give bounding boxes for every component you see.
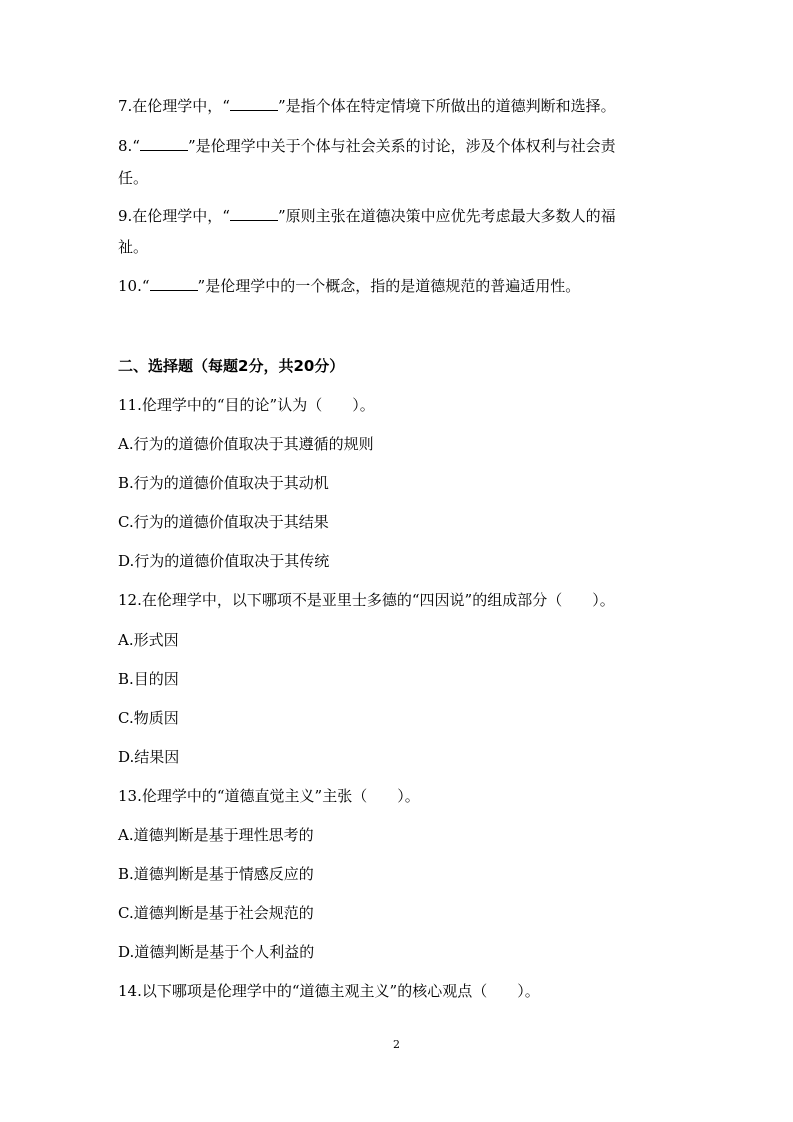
question-8-continuation: 任。 xyxy=(118,169,149,187)
question-8 xyxy=(118,136,616,156)
question-9 xyxy=(118,206,616,226)
question-7-suffix: ”是指个体在特定情境下所做出的道德判断和选择。 xyxy=(277,97,616,115)
question-10-prefix: 10.“ xyxy=(118,277,150,295)
option-d: D.结果因 xyxy=(118,748,180,766)
question-9-prefix: 9.在伦理学中，“ xyxy=(118,207,230,225)
answer-blank xyxy=(150,276,198,291)
question-7-prefix: 7.在伦理学中，“ xyxy=(118,97,230,115)
section-title: 二、选择题（每题2分，共20分） xyxy=(118,357,345,375)
question-14-stem: 14.以下哪项是伦理学中的“道德主观主义”的核心观点（ ）。 xyxy=(118,982,540,1000)
question-10-suffix: ”是伦理学中的一个概念，指的是道德规范的普遍适用性。 xyxy=(197,277,581,295)
question-12-stem: 12.在伦理学中，以下哪项不是亚里士多德的“四因说”的组成部分（ ）。 xyxy=(118,591,615,609)
option-c: C.物质因 xyxy=(118,709,179,727)
option-c: C.道德判断是基于社会规范的 xyxy=(118,904,314,922)
option-c: C.行为的道德价值取决于其结果 xyxy=(118,513,329,531)
answer-blank xyxy=(230,206,278,221)
answer-blank xyxy=(230,96,278,111)
question-9-continuation: 祉。 xyxy=(118,238,149,256)
option-d: D.道德判断是基于个人利益的 xyxy=(118,943,315,961)
option-b: B.行为的道德价值取决于其动机 xyxy=(118,474,329,492)
option-b: B.道德判断是基于情感反应的 xyxy=(118,865,314,883)
option-d: D.行为的道德价值取决于其传统 xyxy=(118,552,330,570)
option-a: A.形式因 xyxy=(118,631,179,649)
question-8-prefix: 8.“ xyxy=(118,137,140,155)
question-10 xyxy=(118,276,580,296)
answer-blank xyxy=(140,136,188,151)
question-13-stem: 13.伦理学中的“道德直觉主义”主张（ ）。 xyxy=(118,787,420,805)
question-8-suffix: ”是伦理学中关于个体与社会关系的讨论，涉及个体权利与社会责 xyxy=(187,137,616,155)
question-9-suffix: ”原则主张在道德决策中应优先考虑最大多数人的福 xyxy=(277,207,616,225)
question-11-stem: 11.伦理学中的“目的论”认为（ ）。 xyxy=(118,396,375,414)
option-b: B.目的因 xyxy=(118,670,179,688)
option-a: A.道德判断是基于理性思考的 xyxy=(118,826,314,844)
question-7 xyxy=(118,96,616,116)
option-a: A.行为的道德价值取决于其遵循的规则 xyxy=(118,435,374,453)
page-number: 2 xyxy=(393,1038,400,1051)
